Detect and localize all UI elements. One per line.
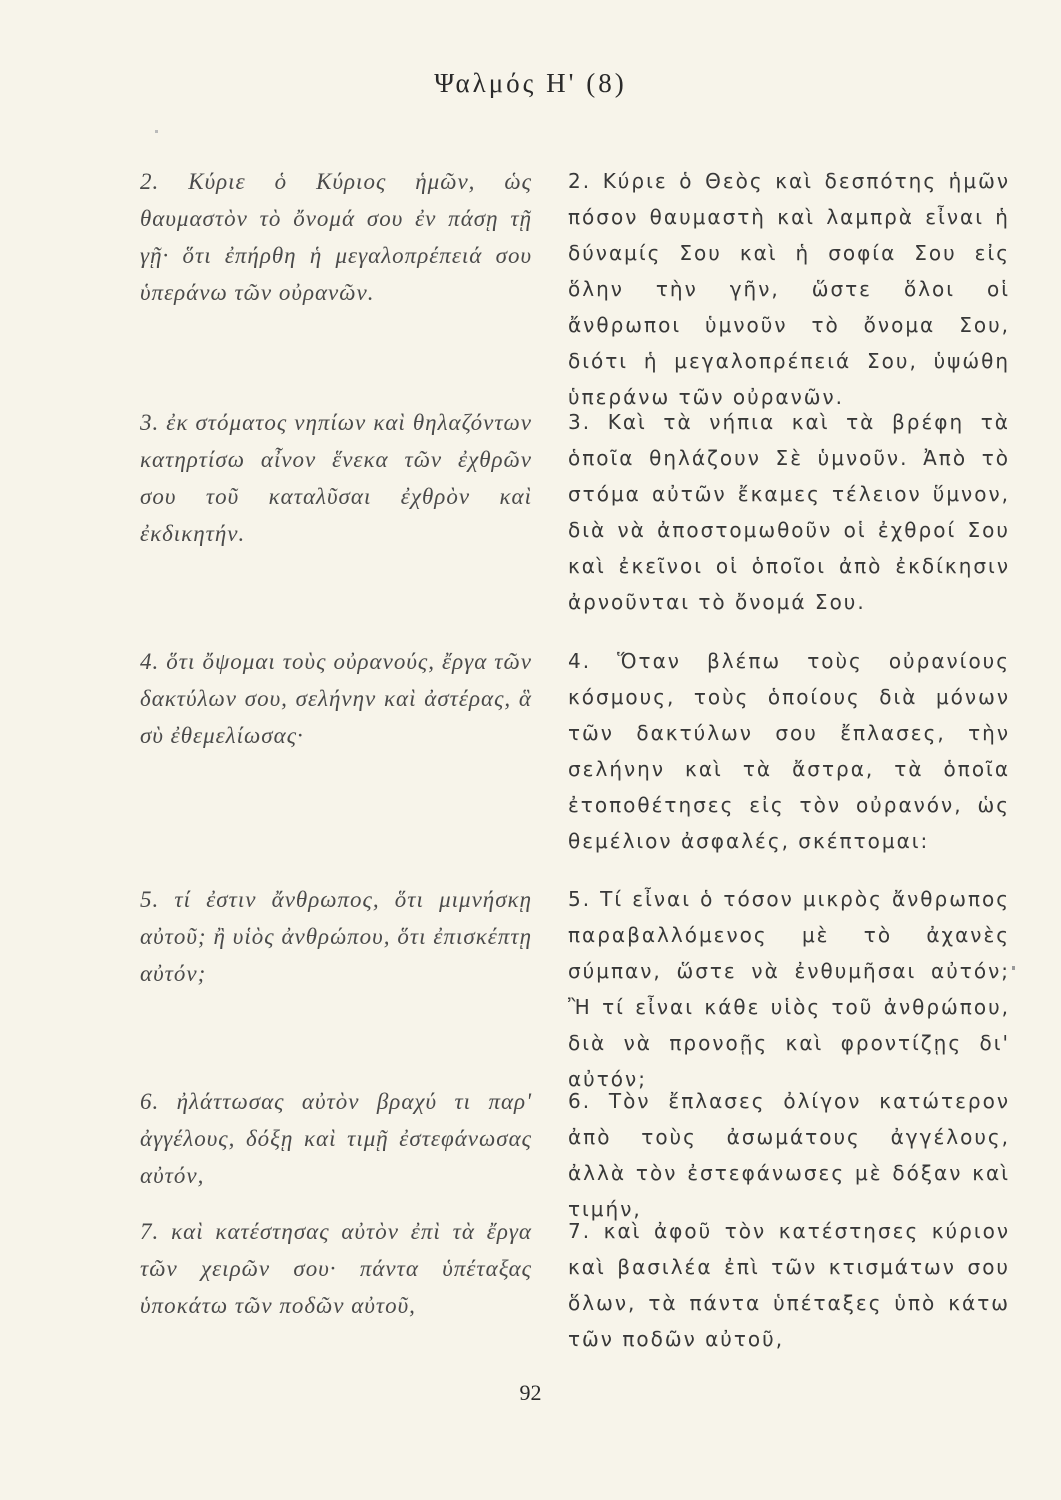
ancient-verse-2: 2. Κύριε ὁ Κύριος ἡμῶν, ὡς θαυμαστὸν τὸ ὄνομά σου ἐν πάσῃ τῇ γῇ· ὅτι ἐπήρθη ἡ μεγαλοπρέπειά σου ὑπεράνω τῶν οὐρανῶν.	[140, 169, 532, 305]
modern-verse-4: 4. Ὅταν βλέπω τοὺς οὐρανίους κόσμους, τοὺς ὁποίους διὰ μόνων τῶν δακτύλων σου ἔπλασες, τὴν σελήνην καὶ τὰ ἄστρα, τὰ ὁποῖα ἐτοποθέτησες εἰς τὸν οὐρανόν, ὡς θεμέλιον ἀσφαλές, σκέπτομαι:	[568, 649, 1010, 853]
modern-verse-3: 3. Καὶ τὰ νήπια καὶ τὰ βρέφη τὰ ὁποῖα θηλάζουν Σὲ ὑμνοῦν. Ἀπὸ τὸ στόμα αὐτῶν ἔκαμες τέλειον ὕμνον, διὰ νὰ ἀποστομωθοῦν οἱ ἐχθροί Σου καὶ ἐκεῖνοι οἱ ὁποῖοι ἀπὸ ἐκδίκησιν ἀρνοῦνται τὸ ὄνομά Σου.	[568, 410, 1010, 614]
modern-verse-2: 2. Κύριε ὁ Θεὸς καὶ δεσπότης ἡμῶν πόσον θαυμαστὴ καὶ λαμπρὰ εἶναι ἡ δύναμίς Σου καὶ ἡ σοφία Σου εἰς ὅλην τὴν γῆν, ὥστε ὅλοι οἱ ἄνθρωποι ὑμνοῦν τὸ ὄνομα Σου, διότι ἡ μεγαλοπρέπειά Σου, ὑψώθη ὑπεράνω τῶν οὐρανῶν.	[568, 169, 1010, 409]
speck	[155, 130, 158, 133]
ancient-verse-5: 5. τί ἐστιν ἄνθρωπος, ὅτι μιμνήσκῃ αὐτοῦ; ἢ υἱὸς ἀνθρώπου, ὅτι ἐπισκέπτῃ αὐτόν;	[140, 887, 532, 986]
modern-verse-7: 7. καὶ ἀφοῦ τὸν κατέστησες κύριον καὶ βασιλέα ἐπὶ τῶν κτισμάτων σου ὅλων, τὰ πάντα ὑπέταξες ὑπὸ κάτω τῶν ποδῶν αὐτοῦ,	[568, 1219, 1010, 1351]
page-title: Ψαλμός Η' (8)	[434, 68, 627, 98]
ancient-verse-3: 3. ἐκ στόματος νηπίων καὶ θηλαζόντων κατηρτίσω αἶνον ἕνεκα τῶν ἐχθρῶν σου τοῦ καταλῦσαι ἐχθρὸν καὶ ἐκδικητήν.	[140, 410, 532, 546]
ancient-verse-7: 7. καὶ κατέστησας αὐτὸν ἐπὶ τὰ ἔργα τῶν χειρῶν σου· πάντα ὑπέταξας ὑποκάτω τῶν ποδῶν αὐτοῦ,	[140, 1219, 532, 1318]
page-number: 92	[519, 1380, 542, 1405]
speck	[1012, 966, 1015, 970]
ancient-verse-4: 4. ὅτι ὄψομαι τοὺς οὐρανούς, ἔργα τῶν δακτύλων σου, σελήνην καὶ ἀστέρας, ἃ σὺ ἐθεμελίωσας·	[140, 649, 532, 748]
modern-verse-5: 5. Τί εἶναι ὁ τόσον μικρὸς ἄνθρωπος παραβαλλόμενος μὲ τὸ ἀχανὲς σύμπαν, ὥστε νὰ ἐνθυμῆσαι αὐτόν; Ἢ τί εἶναι κάθε υἱὸς τοῦ ἀνθρώπου, διὰ νὰ προνοῇς καὶ φροντίζῃς δι' αὐτόν;	[568, 887, 1010, 1091]
modern-verse-6: 6. Τὸν ἔπλασες ὀλίγον κατώτερον ἀπὸ τοὺς ἀσωμάτους ἀγγέλους, ἀλλὰ τὸν ἐστεφάνωσες μὲ δόξαν καὶ τιμήν,	[568, 1089, 1010, 1221]
ancient-verse-6: 6. ἠλάττωσας αὐτὸν βραχύ τι παρ' ἀγγέλους, δόξῃ καὶ τιμῇ ἐστεφάνωσας αὐτόν,	[140, 1089, 532, 1188]
